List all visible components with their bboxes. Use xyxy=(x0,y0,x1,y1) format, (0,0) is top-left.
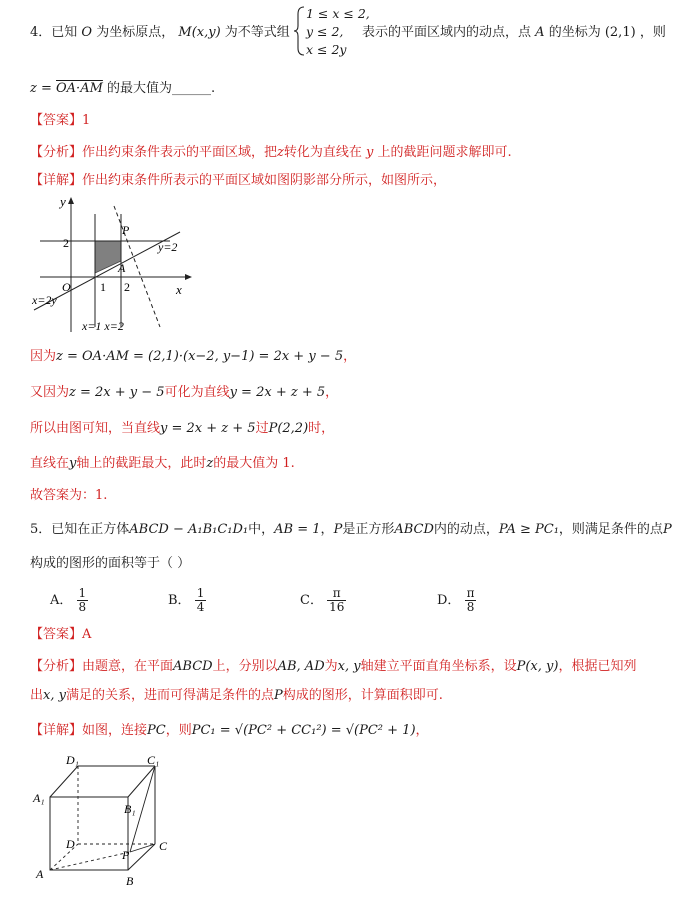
q4-text: 所以由图可知，当直线 xyxy=(30,421,161,436)
q4-label-x1x2: x=1 x=2 xyxy=(82,319,124,333)
q4-system-row-1: 1 ≤ x ≤ 2, xyxy=(306,6,370,21)
q5-option-b[interactable] xyxy=(168,586,206,616)
q4-system-row-3: x ≤ 2y xyxy=(306,42,347,57)
q5-option-d-label: D． xyxy=(437,593,461,608)
q4-line-2 xyxy=(30,384,338,402)
q4-stem-text: 的坐标为 xyxy=(548,25,601,40)
q5-option-b-label: B． xyxy=(168,593,191,608)
q5-var: x, y xyxy=(43,688,66,703)
q5-var: P xyxy=(662,522,672,537)
q5-option-c-fraction xyxy=(327,587,346,614)
q4-question-text: 的最大值为______. xyxy=(107,81,216,96)
q4-formula: z = OA·AM = (2,1)·(x−2, y−1) = 2x + y − 5 xyxy=(56,349,344,364)
q5-label-b: B xyxy=(126,874,134,888)
q5-cube-figure xyxy=(30,752,180,892)
q5-option-a-fraction xyxy=(77,587,89,614)
q4-formula: z = 2x + y − 5 xyxy=(69,385,165,400)
q4-system-row-2: y ≤ 2, xyxy=(306,24,344,39)
q5-label-p: P xyxy=(122,848,130,862)
q4-text: 过 xyxy=(255,421,269,436)
q4-z-vector: OA·AM xyxy=(56,81,103,96)
q5-text: 是正方形 xyxy=(342,522,395,537)
q5-option-d-fraction xyxy=(465,587,477,614)
q5-stem-line-2: 构成的图形的面积等于（ ） xyxy=(30,556,191,571)
q4-formula: P(2,2) xyxy=(268,421,309,436)
q5-label-a: A xyxy=(36,867,44,881)
q5-formula: PC₁ = √(PC² + CC₁²) = √(PC² + 1) xyxy=(191,723,416,738)
q4-text: 的最大值为 1. xyxy=(213,456,295,471)
q4-question-line xyxy=(30,80,215,98)
q5-text: ，则满足条件的点 xyxy=(558,522,663,537)
q5-text: 满足的关系，进而可得满足条件的点 xyxy=(65,688,274,703)
q5-label-a1: A₁ xyxy=(33,791,45,805)
q4-stem-line xyxy=(30,24,290,42)
q5-var: P xyxy=(273,688,283,703)
q4-analysis-text: 上的截距问题求解即可. xyxy=(377,145,512,160)
denominator: 8 xyxy=(466,600,475,614)
q5-formula: AB = 1 xyxy=(274,522,321,537)
q5-edge-a1d1 xyxy=(50,766,78,797)
q5-option-c[interactable] xyxy=(300,586,346,616)
q4-text: 轴上的截距最大，此时 xyxy=(76,456,207,471)
q5-label-c1: C₁ xyxy=(147,753,160,767)
q4-analysis-y: y xyxy=(366,145,374,160)
q4-z-eq: z = xyxy=(30,81,52,96)
q5-text: 轴建立平面直角坐标系，设 xyxy=(360,659,517,674)
q4-text: ， xyxy=(343,349,357,364)
denominator: 8 xyxy=(78,600,87,614)
q5-text: 内的动点， xyxy=(433,522,499,537)
q5-var: P(x, y) xyxy=(516,659,559,674)
q4-analysis xyxy=(30,144,512,162)
denominator: 16 xyxy=(329,600,345,614)
q5-detail xyxy=(30,722,429,740)
q4-label-x: x xyxy=(176,282,182,297)
q4-system-brace xyxy=(294,6,306,56)
numerator: π xyxy=(327,587,346,601)
q4-x-arrow xyxy=(185,274,192,280)
q4-var: z xyxy=(206,456,214,471)
q5-var: P xyxy=(333,522,343,537)
q4-label-tick-y2: 2 xyxy=(63,236,69,250)
q4-y-arrow xyxy=(68,197,74,204)
q4-analysis-text: 转化为直线在 xyxy=(283,145,362,160)
q5-answer: 【答案】A xyxy=(30,627,92,642)
q4-stem-text: 为不等式组 xyxy=(224,25,290,40)
q4-label-a: A xyxy=(118,261,126,275)
q4-conclusion: 故答案为：1. xyxy=(30,488,108,503)
q5-analysis-line-2 xyxy=(30,687,443,705)
q4-text: 可化为直线 xyxy=(164,385,230,400)
q4-stem-line-cont xyxy=(362,24,666,42)
q4-region-figure xyxy=(30,192,200,337)
q5-text: 构成的图形，计算面积即可. xyxy=(282,688,443,703)
q5-option-a[interactable] xyxy=(50,586,88,616)
q4-label-y: y xyxy=(60,194,66,209)
q4-point-m: M(x,y) xyxy=(178,25,221,40)
q4-line-4 xyxy=(30,455,295,473)
q5-text: 为 xyxy=(324,659,338,674)
q5-seg-ap xyxy=(50,852,130,870)
q5-cube-name: ABCD − A₁B₁C₁D₁ xyxy=(129,522,249,537)
q4-stem-text: 4．已知 xyxy=(30,25,78,40)
q4-var: y xyxy=(69,456,77,471)
q5-text: 【分析】由题意，在平面 xyxy=(30,659,174,674)
q4-analysis-z: z xyxy=(277,145,284,160)
q4-stem-text: ，则 xyxy=(639,25,666,40)
q5-label-d: D xyxy=(66,837,75,851)
q4-label-origin: O xyxy=(62,280,71,294)
q5-analysis-line-1 xyxy=(30,658,636,676)
q5-var: AB, AD xyxy=(277,659,325,674)
q4-text: 又因为 xyxy=(30,385,70,400)
q4-stem-text: 为坐标原点， xyxy=(96,25,175,40)
q4-label-p: P xyxy=(122,223,130,237)
q5-option-d[interactable] xyxy=(437,586,476,616)
q4-text: 直线在 xyxy=(30,456,70,471)
q5-text: 出 xyxy=(30,688,44,703)
q5-var: PC xyxy=(147,723,166,738)
q5-label-c: C xyxy=(159,839,168,853)
q5-text: ，根据已知列 xyxy=(558,659,637,674)
q4-label-x2y: x=2y xyxy=(32,293,57,307)
q5-stem-line-1 xyxy=(30,521,672,539)
q4-label-tick-x2: 2 xyxy=(124,280,130,294)
q4-point-o: O xyxy=(81,25,93,40)
q5-text: 上，分别以 xyxy=(212,659,278,674)
q4-stem-text: 表示的平面区域内的动点，点 xyxy=(362,25,532,40)
q5-option-a-label: A． xyxy=(50,593,73,608)
q5-option-c-label: C． xyxy=(300,593,323,608)
q4-line-1 xyxy=(30,348,356,366)
q5-var: ABCD xyxy=(173,659,213,674)
q5-text: 【详解】如图，连接 xyxy=(30,723,148,738)
q4-analysis-text: 【分析】作出约束条件表示的平面区域，把 xyxy=(30,145,278,160)
numerator: 1 xyxy=(196,586,205,600)
q4-label-tick-x1: 1 xyxy=(100,280,106,294)
q5-text: 中， xyxy=(248,522,275,537)
q5-formula: PA ≥ PC₁ xyxy=(498,522,559,537)
q4-text: 时， xyxy=(308,421,335,436)
q4-formula: y = 2x + z + 5 xyxy=(229,385,326,400)
q4-point-a: A xyxy=(535,25,545,40)
q4-formula: y = 2x + z + 5 xyxy=(160,421,256,436)
q4-text: 因为 xyxy=(30,349,57,364)
q4-label-y2: y=2 xyxy=(158,240,178,254)
q5-cube-front-face xyxy=(50,797,128,870)
q5-option-b-fraction xyxy=(195,587,207,614)
q4-point-a-coords: (2,1) xyxy=(604,25,636,40)
q4-detail: 【详解】作出约束条件所表示的平面区域如图阴影部分所示，如图所示， xyxy=(30,173,447,188)
q5-text: 5．已知在正方体 xyxy=(30,522,130,537)
numerator: π xyxy=(466,586,475,600)
q5-label-d1: D₁ xyxy=(66,753,79,767)
q4-text: ， xyxy=(325,385,339,400)
numerator: 1 xyxy=(78,586,87,600)
q5-var: x, y xyxy=(337,659,361,674)
q5-text: ， xyxy=(320,522,334,537)
q5-var: ABCD xyxy=(394,522,434,537)
denominator: 4 xyxy=(196,600,205,614)
q5-text: ，则 xyxy=(165,723,192,738)
q4-line-3 xyxy=(30,420,334,438)
q5-text: ， xyxy=(415,723,429,738)
q5-label-b1: B₁ xyxy=(124,802,136,816)
q4-answer: 【答案】1 xyxy=(30,113,91,128)
